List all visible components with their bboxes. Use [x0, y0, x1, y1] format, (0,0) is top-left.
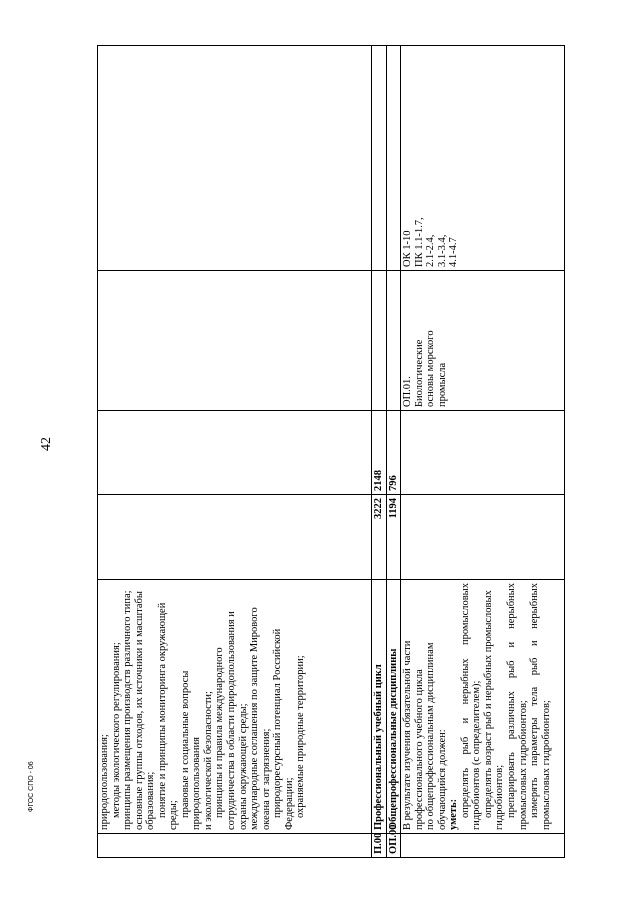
table-row [386, 46, 401, 858]
hours-required-cell [98, 411, 372, 495]
page-number: 42 [39, 437, 54, 451]
hours-required: 796 [386, 411, 401, 495]
discipline-cell [98, 271, 372, 411]
standard-table [97, 46, 565, 858]
hours-max: 1194 [386, 495, 401, 580]
table-row [372, 46, 387, 858]
section-code: ОП.00 [386, 834, 401, 858]
hours-max: 3222 [372, 495, 387, 580]
table-row [98, 46, 372, 858]
section-name: Общепрофессиональные дисциплины [386, 580, 401, 834]
table-row [401, 46, 565, 858]
description-cell: В результате изучения обязательной части профессионального учебного цикла по общепрофессиональным дисциплинам обучающийся должен: уметь: определять рыб и нерыбных промысловых гидробионтов (с определителем); определять возраст рыб и нерыбных промысловых гидробионтов; препарировать различных рыб и нерыбных промысловых гидробионтов; измерять параметры тела рыб и нерыбных промысловых гидробионтов; [401, 580, 565, 834]
hours-max-cell [98, 495, 372, 580]
code-cell [98, 834, 372, 858]
section-code: П.00 [372, 834, 387, 858]
discipline-cell: ОП.01. Биологические основы морского промысла [401, 271, 565, 411]
section-name: Профессиональный учебный цикл [372, 580, 387, 834]
competencies-cell: ОК 1-10 ПК 1.1-1.7, 2.1-2.4, 3.1-3.4, 4.1-4.7 [401, 46, 565, 271]
competencies-cell [98, 46, 372, 271]
footer: ФГОС СПО - 06 [28, 761, 35, 812]
description-cell: природопользования; методы экологического регулирования; принципы размещения производств различного типа; основные группы отходов, их источники и масштабы образования; понятие и принципы мониторинга окружающей среды; правовые и социальные вопросы природопользования и экологической безопасности; принципы и правила международного сотрудничества в области природопользования и охраны окружающей среды; международные соглашения по защите Мирового океана от загрязнения; природоресурсный потенциал Российской Федерации; охраняемые природные территории; [98, 580, 372, 834]
hours-required: 2148 [372, 411, 387, 495]
